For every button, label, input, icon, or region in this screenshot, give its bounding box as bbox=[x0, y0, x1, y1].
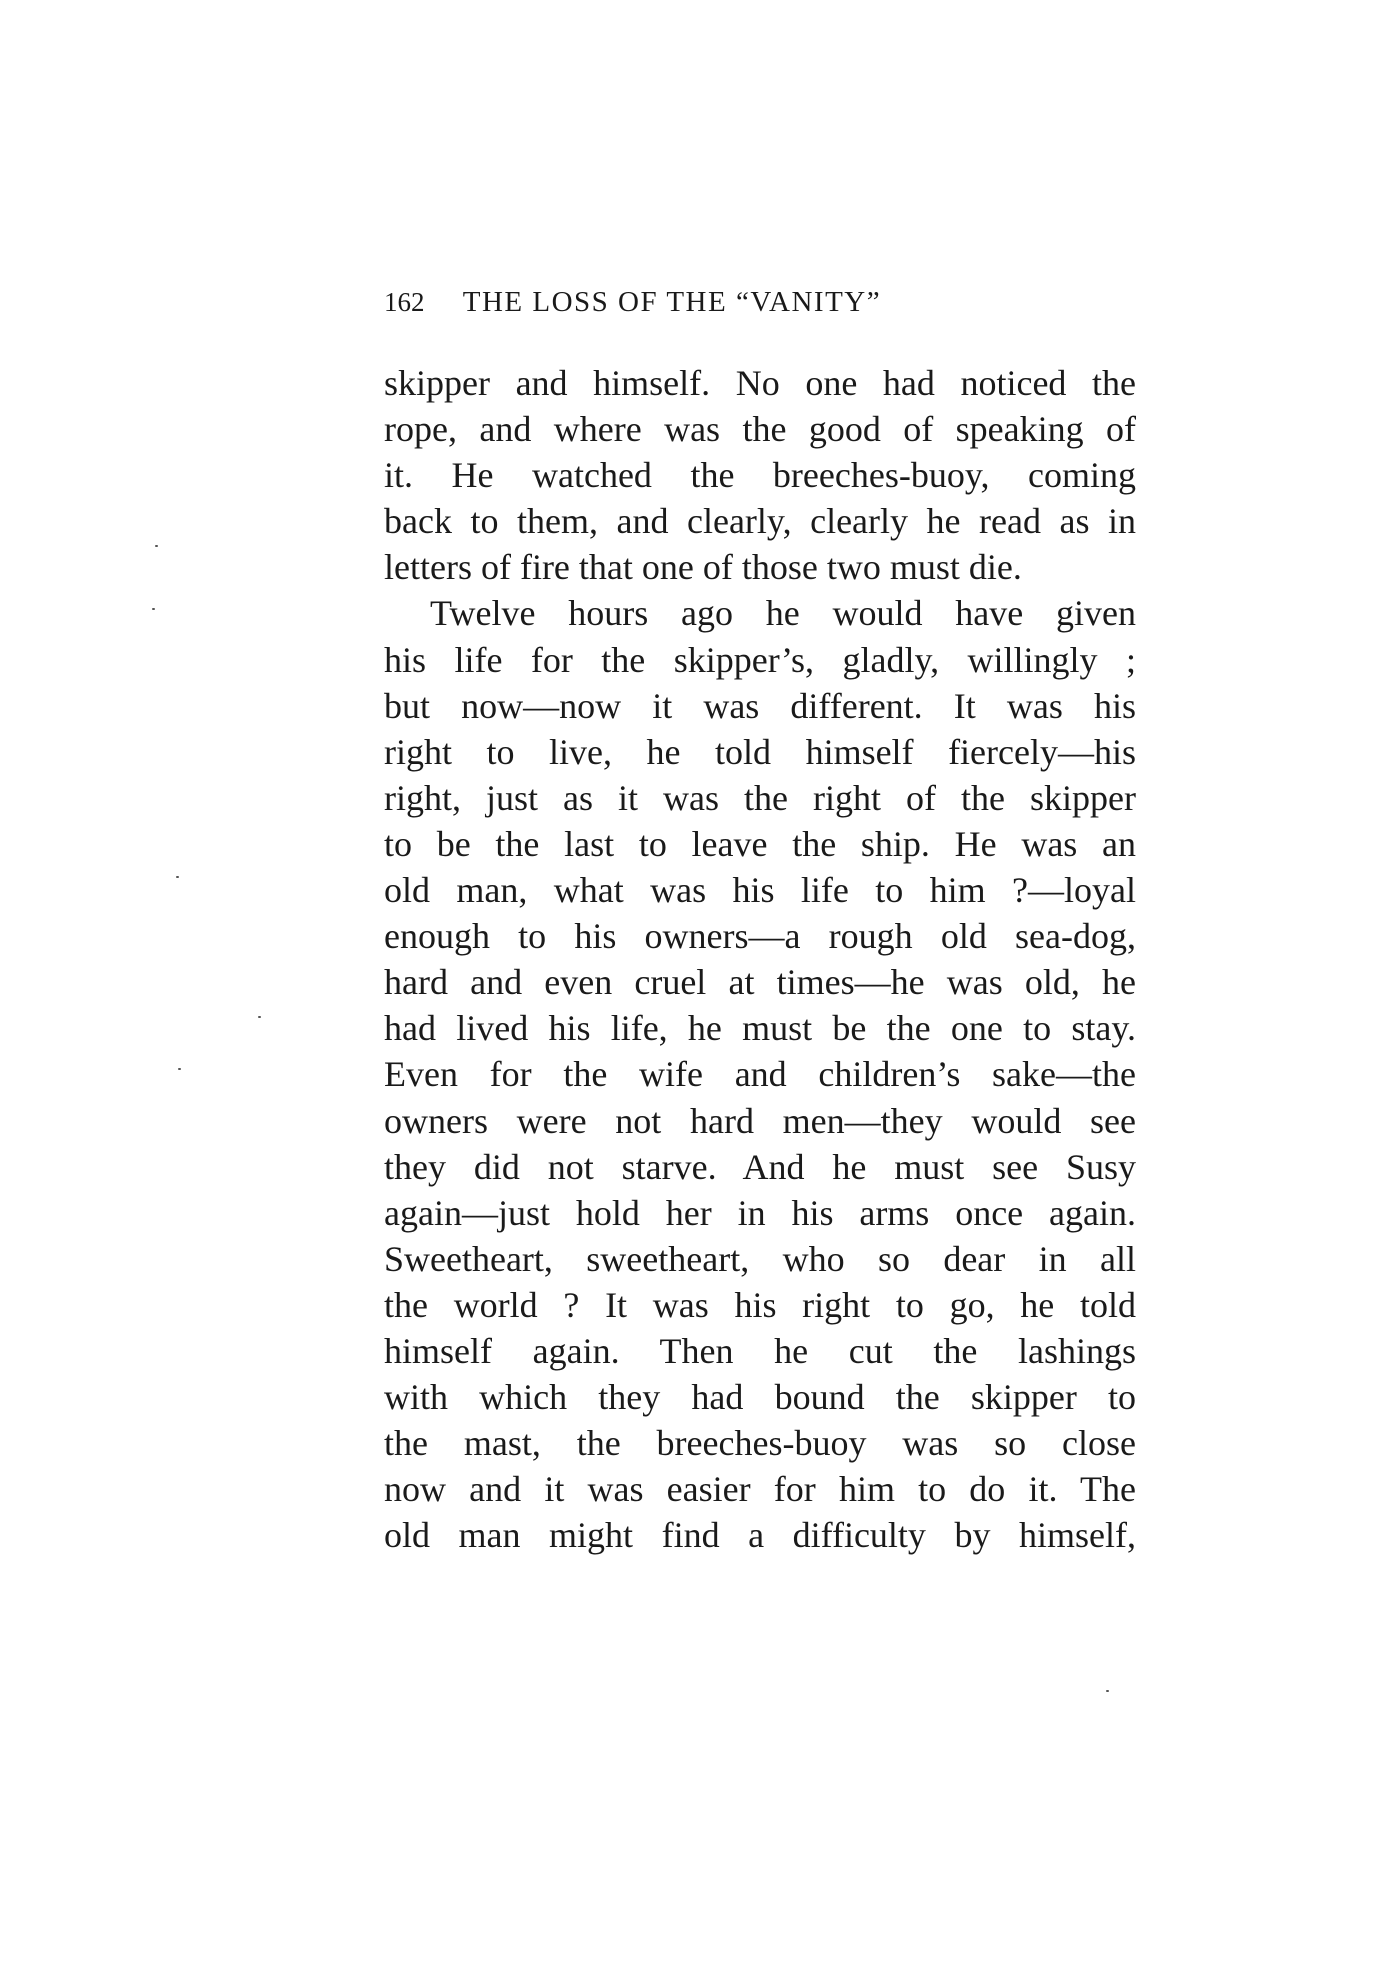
body-text bbox=[384, 360, 1136, 1558]
text-line: rope, and where was the good of speaking of bbox=[384, 409, 1136, 450]
running-title: THE LOSS OF THE “VANITY” bbox=[462, 286, 882, 318]
text-line: his life for the skipper’s, gladly, willingly ; bbox=[384, 639, 1136, 680]
text-line: now and it was easier for him to do it. The bbox=[384, 1469, 1136, 1510]
text-line: with which they had bound the skipper to bbox=[384, 1377, 1136, 1418]
text-line: to be the last to leave the ship. He was an bbox=[384, 823, 1136, 864]
scan-speck bbox=[258, 1016, 261, 1018]
scan-speck bbox=[176, 876, 179, 878]
text-line: back to them, and clearly, clearly he read as in bbox=[384, 501, 1136, 542]
text-line: but now—now it was different. It was his bbox=[384, 685, 1136, 726]
text-line: Even for the wife and children’s sake—the bbox=[384, 1054, 1136, 1095]
scan-speck bbox=[1106, 1690, 1109, 1692]
text-line: owners were not hard men—they would see bbox=[384, 1100, 1136, 1141]
paragraph-end-line: letters of fire that one of those two must die. bbox=[384, 547, 1022, 588]
text-line: the mast, the breeches-buoy was so close bbox=[384, 1423, 1136, 1464]
scan-speck bbox=[152, 608, 155, 610]
scan-speck bbox=[178, 1068, 181, 1070]
text-line: old man might find a difficulty by himself, bbox=[384, 1515, 1136, 1556]
text-line: skipper and himself. No one had noticed the bbox=[384, 363, 1136, 403]
text-line: the world ? It was his right to go, he told bbox=[384, 1284, 1136, 1325]
paragraph-first-line: Twelve hours ago he would have given bbox=[430, 593, 1136, 634]
text-line: himself again. Then he cut the lashings bbox=[384, 1330, 1136, 1371]
text-line: they did not starve. And he must see Susy bbox=[384, 1146, 1136, 1187]
text-line: enough to his owners—a rough old sea-dog, bbox=[384, 916, 1136, 957]
text-line: it. He watched the breeches-buoy, coming bbox=[384, 455, 1136, 496]
text-line: hard and even cruel at times—he was old, he bbox=[384, 962, 1136, 1003]
text-line: again—just hold her in his arms once again. bbox=[384, 1192, 1136, 1233]
running-head bbox=[384, 282, 1144, 322]
text-line: right, just as it was the right of the skipper bbox=[384, 777, 1136, 818]
text-line: right to live, he told himself fiercely—his bbox=[384, 731, 1136, 772]
scan-speck bbox=[155, 545, 158, 547]
text-line: old man, what was his life to him ?—loyal bbox=[384, 870, 1136, 911]
text-line: had lived his life, he must be the one to stay. bbox=[384, 1008, 1136, 1049]
text-line: Sweetheart, sweetheart, who so dear in all bbox=[384, 1238, 1136, 1279]
page-number: 162 bbox=[384, 287, 425, 317]
